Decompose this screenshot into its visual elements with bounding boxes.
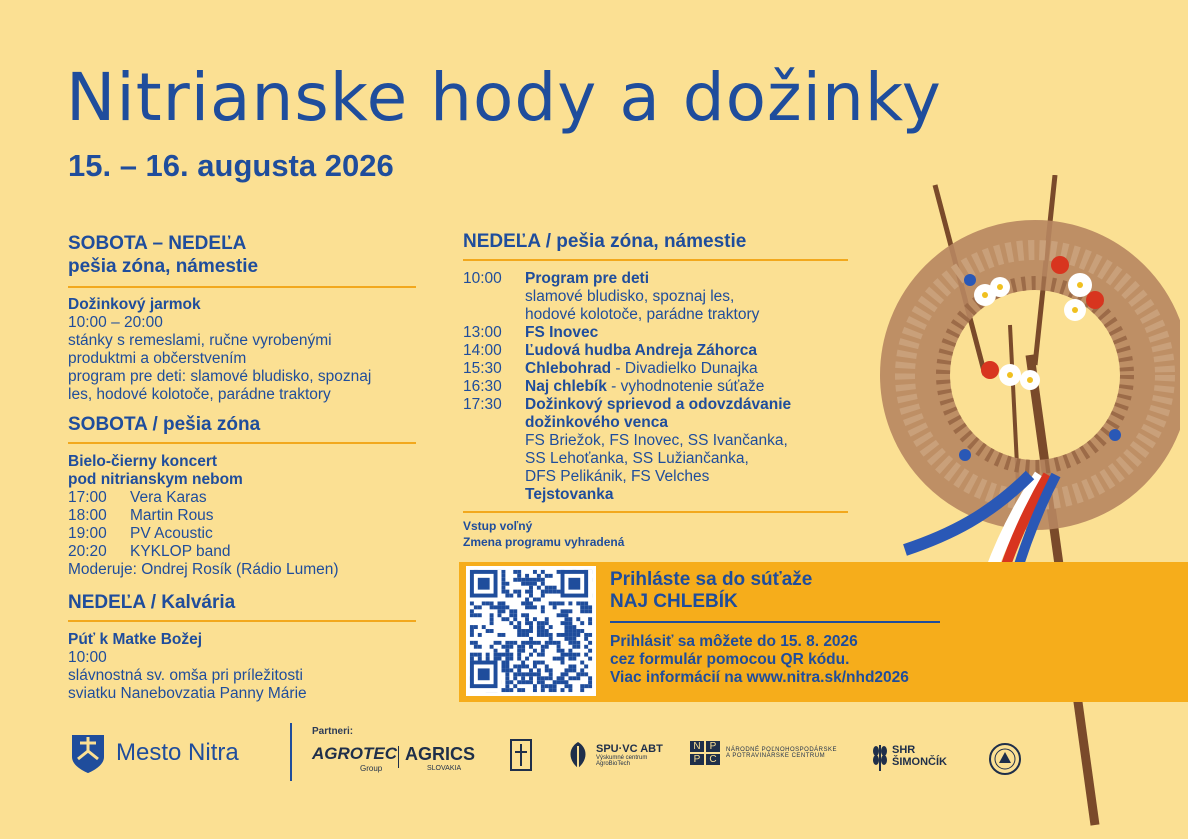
program-row [463, 378, 848, 396]
wheat-icon [872, 741, 888, 771]
moderator: Moderuje: Ondrej Rosík (Rádio Lumen) [68, 561, 339, 578]
program-time [463, 450, 525, 468]
program-detail: - Divadielko Dunajka [611, 360, 758, 377]
section-heading: NEDEĽA / Kalvária [68, 592, 236, 613]
entry-note: Vstup voľný [463, 519, 533, 533]
divider [68, 286, 416, 288]
contest-line: Prihlásiť sa môžete do 15. 8. 2026 [610, 633, 858, 650]
contest-text [610, 569, 950, 687]
change-note: Zmena programu vyhradená [463, 535, 625, 549]
program-time: 10:00 [463, 270, 502, 287]
agrics-logo: AGRICS SLOVAKIA [405, 744, 476, 772]
divider [463, 511, 848, 513]
spu-logo: SPU·VC ABT Výskumné centrum AgroBioTech [564, 740, 663, 770]
program-time [463, 306, 525, 324]
program-row [463, 270, 848, 288]
contest-line: cez formulár pomocou QR kódu. [610, 651, 850, 668]
program-time: 15:30 [463, 360, 502, 377]
divider [398, 746, 399, 768]
section-heading: NEDEĽA / pešia zóna, námestie [463, 231, 747, 252]
program-detail: - vyhodnotenie súťaže [606, 378, 765, 395]
item-line: produktmi a občerstvením [68, 350, 247, 367]
agrotec-logo: AGROTEC Group [312, 744, 397, 773]
program-row [463, 324, 848, 342]
qr-code-image [466, 566, 596, 696]
program-row [463, 342, 848, 360]
item-title: pod nitrianskym nebom [68, 471, 243, 488]
section-sunday-kalvaria [68, 591, 416, 703]
program-row [463, 486, 848, 504]
program-detail: FS Briežok, FS Inovec, SS Ivančanka, [525, 432, 788, 449]
program-detail: DFS Pelikánik, FS Velches [525, 468, 710, 485]
program-time [463, 486, 525, 504]
program-detail: SS Lehoťanka, SS Lužiančanka, [525, 450, 749, 467]
contest-name: NAJ CHLEBÍK [610, 591, 738, 612]
section-saturday [68, 413, 416, 579]
program-title: FS Inovec [525, 324, 599, 341]
program-time: 16:30 [463, 378, 502, 395]
program-time [463, 468, 525, 486]
divider [290, 723, 292, 781]
program-detail: hodové kolotoče, parádne traktory [525, 306, 760, 323]
program-time [463, 414, 525, 432]
divider [68, 442, 416, 444]
contest-title: Prihláste sa do súťaže [610, 569, 813, 590]
round-seal-icon [988, 740, 1022, 778]
program-title: dožinkového venca [525, 414, 668, 431]
program-time: 17:30 [463, 396, 502, 413]
item-time: 10:00 [68, 649, 107, 666]
city-name: Mesto Nitra [116, 739, 239, 766]
item-time: 10:00 – 20:00 [68, 314, 163, 331]
contest-link[interactable]: Viac informácií na www.nitra.sk/nhd2026 [610, 669, 909, 686]
program-row [463, 306, 848, 324]
item-line: slávnostná sv. omša pri príležitosti [68, 667, 303, 684]
lineup-row: 19:00 PV Acoustic [68, 525, 213, 542]
lineup-row: 18:00 Martin Rous [68, 507, 214, 524]
partners-label: Partneri: [312, 726, 354, 737]
agrarian-shield-icon [508, 738, 534, 774]
qr-code[interactable] [466, 566, 596, 696]
program-time [463, 432, 525, 450]
item-line: sviatku Nanebovzatia Panny Márie [68, 685, 307, 702]
nppc-logo: N P P C NÁRODNÉ POĽNOHOSPODÁRSKE A POTRAVINÁRSKE CENTRUM [690, 741, 837, 765]
program-title: Chlebohrad [525, 360, 612, 377]
leaf-icon [564, 740, 592, 770]
city-crest-icon [70, 731, 106, 775]
divider [68, 620, 416, 622]
shr-simoncik-logo: SHR ŠIMONČÍK [872, 741, 947, 771]
program-title: Program pre deti [525, 270, 650, 287]
event-dates: 15. – 16. augusta 2026 [68, 148, 394, 183]
program-row [463, 450, 848, 468]
program-title: Naj chlebík [525, 378, 607, 395]
item-title: Púť k Matke Božej [68, 631, 203, 648]
section-weekend [68, 232, 416, 404]
program-time [463, 288, 525, 306]
program-list [463, 270, 848, 504]
item-line: program pre deti: slamové bludisko, spoznaj [68, 368, 372, 385]
program-row [463, 432, 848, 450]
program-title: Ľudová hudba Andreja Záhorca [525, 342, 757, 359]
mesto-nitra-logo [70, 731, 239, 775]
page-title: Nitrianske hody a dožinky [66, 59, 942, 136]
section-sunday-program [463, 230, 848, 550]
program-row [463, 360, 848, 378]
program-detail: slamové bludisko, spoznaj les, [525, 288, 735, 305]
program-title: Dožinkový sprievod a odovzdávanie [525, 396, 792, 413]
divider [463, 259, 848, 261]
program-time: 14:00 [463, 342, 502, 359]
harvest-wreath-illustration [880, 175, 1180, 835]
item-title: Dožinkový jarmok [68, 296, 201, 313]
program-row [463, 414, 848, 432]
program-time: 13:00 [463, 324, 502, 341]
lineup-row: 17:00 Vera Karas [68, 489, 207, 506]
section-heading: SOBOTA – NEDEĽA [68, 233, 247, 254]
item-line: les, hodové kolotoče, parádne traktory [68, 386, 331, 403]
section-heading: SOBOTA / pešia zóna [68, 414, 261, 435]
program-row [463, 288, 848, 306]
divider [610, 621, 940, 623]
program-row [463, 468, 848, 486]
lineup-row: 20:20 KYKLOP band [68, 543, 231, 560]
program-title: Tejstovanka [525, 486, 614, 503]
item-line: stánky s remeslami, ručne vyrobenými [68, 332, 332, 349]
program-row [463, 396, 848, 414]
item-title: Bielo-čierny koncert [68, 453, 218, 470]
section-heading: pešia zóna, námestie [68, 256, 259, 277]
